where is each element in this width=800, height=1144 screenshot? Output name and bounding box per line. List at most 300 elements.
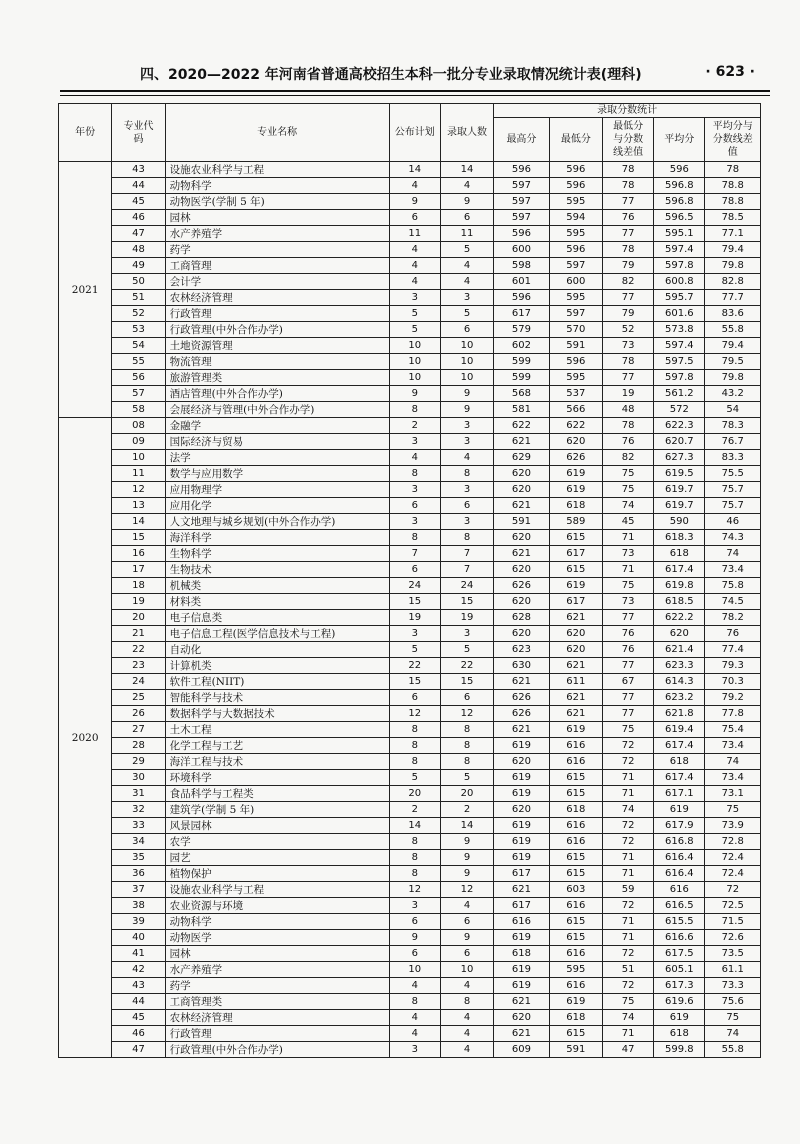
min-cell: 595 (549, 290, 602, 306)
min-diff-cell: 76 (603, 434, 654, 450)
col-avg: 平均分 (654, 118, 705, 162)
col-admitted: 录取人数 (440, 104, 493, 162)
min-diff-cell: 73 (603, 546, 654, 562)
min-diff-cell: 71 (603, 1026, 654, 1042)
admitted-cell: 22 (440, 658, 493, 674)
min-diff-cell: 72 (603, 834, 654, 850)
admitted-cell: 7 (440, 562, 493, 578)
avg-cell: 600.8 (654, 274, 705, 290)
plan-cell: 14 (389, 818, 440, 834)
avg-cell: 596.8 (654, 194, 705, 210)
min-cell: 600 (549, 274, 602, 290)
name-cell: 法学 (165, 450, 389, 466)
admitted-cell: 10 (440, 338, 493, 354)
max-cell: 597 (494, 194, 549, 210)
min-cell: 618 (549, 1010, 602, 1026)
name-cell: 软件工程(NIIT) (165, 674, 389, 690)
page-number: · 623 · (705, 64, 755, 80)
min-diff-cell: 47 (603, 1042, 654, 1058)
admitted-cell: 10 (440, 962, 493, 978)
code-cell: 48 (112, 242, 165, 258)
code-cell: 11 (112, 466, 165, 482)
avg-diff-cell: 74.3 (705, 530, 761, 546)
code-cell: 56 (112, 370, 165, 386)
code-cell: 47 (112, 1042, 165, 1058)
code-cell: 29 (112, 754, 165, 770)
name-cell: 园林 (165, 210, 389, 226)
max-cell: 620 (494, 1010, 549, 1026)
min-cell: 620 (549, 642, 602, 658)
max-cell: 598 (494, 258, 549, 274)
admitted-cell: 6 (440, 946, 493, 962)
admitted-cell: 14 (440, 162, 493, 178)
name-cell: 风景园林 (165, 818, 389, 834)
avg-diff-cell: 75.5 (705, 466, 761, 482)
code-cell: 09 (112, 434, 165, 450)
code-cell: 52 (112, 306, 165, 322)
avg-cell: 590 (654, 514, 705, 530)
admitted-cell: 10 (440, 354, 493, 370)
plan-cell: 11 (389, 226, 440, 242)
max-cell: 628 (494, 610, 549, 626)
max-cell: 596 (494, 226, 549, 242)
min-cell: 621 (549, 706, 602, 722)
min-diff-cell: 45 (603, 514, 654, 530)
avg-cell: 619.5 (654, 466, 705, 482)
plan-cell: 3 (389, 626, 440, 642)
table-row (59, 866, 761, 882)
min-cell: 597 (549, 306, 602, 322)
plan-cell: 4 (389, 258, 440, 274)
plan-cell: 22 (389, 658, 440, 674)
avg-cell: 623.2 (654, 690, 705, 706)
avg-cell: 622.2 (654, 610, 705, 626)
admission-stats-table (58, 103, 761, 1058)
avg-cell: 617.9 (654, 818, 705, 834)
avg-diff-cell: 72.6 (705, 930, 761, 946)
min-diff-cell: 74 (603, 802, 654, 818)
min-diff-cell: 76 (603, 626, 654, 642)
min-cell: 596 (549, 162, 602, 178)
admitted-cell: 10 (440, 370, 493, 386)
table-row (59, 978, 761, 994)
plan-cell: 19 (389, 610, 440, 626)
avg-diff-cell: 73.1 (705, 786, 761, 802)
table-row (59, 882, 761, 898)
table-row (59, 210, 761, 226)
table-row (59, 354, 761, 370)
admitted-cell: 6 (440, 914, 493, 930)
max-cell: 600 (494, 242, 549, 258)
plan-cell: 3 (389, 290, 440, 306)
avg-diff-cell: 83.3 (705, 450, 761, 466)
table-row (59, 914, 761, 930)
avg-diff-cell: 78.2 (705, 610, 761, 626)
min-cell: 566 (549, 402, 602, 418)
avg-diff-cell: 78.8 (705, 178, 761, 194)
min-cell: 595 (549, 370, 602, 386)
admitted-cell: 6 (440, 210, 493, 226)
admitted-cell: 6 (440, 690, 493, 706)
min-diff-cell: 77 (603, 658, 654, 674)
avg-diff-cell: 70.3 (705, 674, 761, 690)
max-cell: 599 (494, 370, 549, 386)
avg-diff-cell: 75 (705, 1010, 761, 1026)
name-cell: 行政管理(中外合作办学) (165, 322, 389, 338)
plan-cell: 8 (389, 722, 440, 738)
name-cell: 数学与应用数学 (165, 466, 389, 482)
table-row (59, 1010, 761, 1026)
table-row (59, 226, 761, 242)
plan-cell: 3 (389, 898, 440, 914)
admitted-cell: 8 (440, 994, 493, 1010)
min-cell: 591 (549, 338, 602, 354)
admitted-cell: 8 (440, 530, 493, 546)
min-cell: 594 (549, 210, 602, 226)
avg-cell: 616.5 (654, 898, 705, 914)
plan-cell: 8 (389, 866, 440, 882)
name-cell: 国际经济与贸易 (165, 434, 389, 450)
admitted-cell: 20 (440, 786, 493, 802)
table-row (59, 962, 761, 978)
avg-diff-cell: 77.7 (705, 290, 761, 306)
table-row (59, 1042, 761, 1058)
code-cell: 49 (112, 258, 165, 274)
avg-diff-cell: 73.9 (705, 818, 761, 834)
name-cell: 计算机类 (165, 658, 389, 674)
table-row (59, 930, 761, 946)
table-row (59, 482, 761, 498)
plan-cell: 15 (389, 594, 440, 610)
plan-cell: 6 (389, 690, 440, 706)
table-row (59, 386, 761, 402)
plan-cell: 6 (389, 498, 440, 514)
max-cell: 619 (494, 978, 549, 994)
avg-cell: 605.1 (654, 962, 705, 978)
max-cell: 619 (494, 770, 549, 786)
admitted-cell: 8 (440, 722, 493, 738)
max-cell: 621 (494, 674, 549, 690)
plan-cell: 5 (389, 642, 440, 658)
min-cell: 615 (549, 866, 602, 882)
admitted-cell: 5 (440, 642, 493, 658)
max-cell: 621 (494, 882, 549, 898)
code-cell: 31 (112, 786, 165, 802)
avg-cell: 616.6 (654, 930, 705, 946)
max-cell: 619 (494, 786, 549, 802)
avg-cell: 617.4 (654, 770, 705, 786)
code-cell: 44 (112, 178, 165, 194)
admitted-cell: 5 (440, 242, 493, 258)
table-row (59, 530, 761, 546)
min-cell: 619 (549, 722, 602, 738)
admitted-cell: 9 (440, 194, 493, 210)
name-cell: 物流管理 (165, 354, 389, 370)
min-diff-cell: 78 (603, 162, 654, 178)
plan-cell: 9 (389, 386, 440, 402)
max-cell: 597 (494, 178, 549, 194)
min-diff-cell: 78 (603, 354, 654, 370)
min-diff-cell: 82 (603, 450, 654, 466)
avg-cell: 597.8 (654, 370, 705, 386)
min-diff-cell: 75 (603, 722, 654, 738)
avg-cell: 596 (654, 162, 705, 178)
admitted-cell: 8 (440, 738, 493, 754)
name-cell: 行政管理 (165, 306, 389, 322)
min-cell: 617 (549, 546, 602, 562)
avg-diff-cell: 75 (705, 802, 761, 818)
code-cell: 27 (112, 722, 165, 738)
plan-cell: 7 (389, 546, 440, 562)
min-cell: 616 (549, 898, 602, 914)
code-cell: 51 (112, 290, 165, 306)
min-diff-cell: 72 (603, 898, 654, 914)
min-cell: 595 (549, 226, 602, 242)
name-cell: 园林 (165, 946, 389, 962)
name-cell: 设施农业科学与工程 (165, 162, 389, 178)
name-cell: 应用物理学 (165, 482, 389, 498)
min-diff-cell: 77 (603, 194, 654, 210)
code-cell: 18 (112, 578, 165, 594)
code-cell: 14 (112, 514, 165, 530)
min-diff-cell: 71 (603, 562, 654, 578)
name-cell: 自动化 (165, 642, 389, 658)
avg-cell: 617.1 (654, 786, 705, 802)
avg-diff-cell: 75.7 (705, 482, 761, 498)
plan-cell: 2 (389, 418, 440, 434)
code-cell: 23 (112, 658, 165, 674)
code-cell: 22 (112, 642, 165, 658)
admitted-cell: 9 (440, 850, 493, 866)
code-cell: 26 (112, 706, 165, 722)
code-cell: 40 (112, 930, 165, 946)
avg-diff-cell: 76.7 (705, 434, 761, 450)
min-diff-cell: 75 (603, 466, 654, 482)
avg-diff-cell: 79.4 (705, 242, 761, 258)
table-row (59, 194, 761, 210)
min-diff-cell: 19 (603, 386, 654, 402)
table-row (59, 450, 761, 466)
min-diff-cell: 79 (603, 306, 654, 322)
table-row (59, 402, 761, 418)
min-diff-cell: 77 (603, 370, 654, 386)
plan-cell: 10 (389, 354, 440, 370)
table-row (59, 786, 761, 802)
code-cell: 21 (112, 626, 165, 642)
admitted-cell: 4 (440, 1042, 493, 1058)
min-cell: 595 (549, 962, 602, 978)
table-header (59, 104, 761, 162)
plan-cell: 8 (389, 850, 440, 866)
min-diff-cell: 77 (603, 690, 654, 706)
avg-cell: 599.8 (654, 1042, 705, 1058)
name-cell: 动物医学(学制 5 年) (165, 194, 389, 210)
plan-cell: 3 (389, 434, 440, 450)
max-cell: 629 (494, 450, 549, 466)
table-row (59, 162, 761, 178)
name-cell: 农业资源与环境 (165, 898, 389, 914)
min-diff-cell: 77 (603, 226, 654, 242)
max-cell: 619 (494, 834, 549, 850)
table-body (59, 162, 761, 1058)
avg-cell: 616.8 (654, 834, 705, 850)
code-cell: 37 (112, 882, 165, 898)
table-row (59, 1026, 761, 1042)
avg-cell: 620.7 (654, 434, 705, 450)
code-cell: 43 (112, 162, 165, 178)
admitted-cell: 4 (440, 1010, 493, 1026)
name-cell: 海洋工程与技术 (165, 754, 389, 770)
min-cell: 621 (549, 610, 602, 626)
admitted-cell: 9 (440, 402, 493, 418)
min-diff-cell: 48 (603, 402, 654, 418)
avg-diff-cell: 75.6 (705, 994, 761, 1010)
avg-diff-cell: 77.8 (705, 706, 761, 722)
max-cell: 623 (494, 642, 549, 658)
min-cell: 615 (549, 914, 602, 930)
avg-cell: 619.7 (654, 498, 705, 514)
avg-cell: 622.3 (654, 418, 705, 434)
admitted-cell: 5 (440, 306, 493, 322)
name-cell: 环境科学 (165, 770, 389, 786)
max-cell: 621 (494, 434, 549, 450)
plan-cell: 4 (389, 1010, 440, 1026)
avg-diff-cell: 79.5 (705, 354, 761, 370)
name-cell: 生物科学 (165, 546, 389, 562)
plan-cell: 3 (389, 1042, 440, 1058)
admitted-cell: 6 (440, 498, 493, 514)
avg-diff-cell: 78 (705, 162, 761, 178)
plan-cell: 8 (389, 402, 440, 418)
max-cell: 620 (494, 530, 549, 546)
min-cell: 611 (549, 674, 602, 690)
min-cell: 596 (549, 178, 602, 194)
min-diff-cell: 72 (603, 818, 654, 834)
admitted-cell: 3 (440, 482, 493, 498)
max-cell: 599 (494, 354, 549, 370)
min-cell: 616 (549, 978, 602, 994)
min-cell: 597 (549, 258, 602, 274)
avg-diff-cell: 46 (705, 514, 761, 530)
name-cell: 药学 (165, 242, 389, 258)
avg-diff-cell: 78.3 (705, 418, 761, 434)
code-cell: 16 (112, 546, 165, 562)
code-cell: 46 (112, 210, 165, 226)
avg-diff-cell: 74 (705, 1026, 761, 1042)
max-cell: 621 (494, 1026, 549, 1042)
plan-cell: 8 (389, 834, 440, 850)
name-cell: 机械类 (165, 578, 389, 594)
table-row (59, 770, 761, 786)
avg-diff-cell: 72.8 (705, 834, 761, 850)
min-diff-cell: 71 (603, 850, 654, 866)
code-cell: 15 (112, 530, 165, 546)
table-row (59, 850, 761, 866)
name-cell: 电子信息工程(医学信息技术与工程) (165, 626, 389, 642)
max-cell: 620 (494, 466, 549, 482)
name-cell: 旅游管理类 (165, 370, 389, 386)
min-cell: 615 (549, 770, 602, 786)
code-cell: 42 (112, 962, 165, 978)
avg-diff-cell: 72.4 (705, 850, 761, 866)
code-cell: 44 (112, 994, 165, 1010)
max-cell: 620 (494, 594, 549, 610)
min-diff-cell: 75 (603, 994, 654, 1010)
plan-cell: 12 (389, 706, 440, 722)
year-cell: 2021 (59, 162, 112, 418)
plan-cell: 24 (389, 578, 440, 594)
code-cell: 32 (112, 802, 165, 818)
min-cell: 596 (549, 242, 602, 258)
min-diff-cell: 71 (603, 786, 654, 802)
avg-diff-cell: 43.2 (705, 386, 761, 402)
plan-cell: 5 (389, 770, 440, 786)
admitted-cell: 15 (440, 674, 493, 690)
avg-diff-cell: 77.1 (705, 226, 761, 242)
header-rule-thin (60, 95, 770, 96)
name-cell: 人文地理与城乡规划(中外合作办学) (165, 514, 389, 530)
table-row (59, 514, 761, 530)
max-cell: 620 (494, 626, 549, 642)
table-row (59, 418, 761, 434)
avg-diff-cell: 79.3 (705, 658, 761, 674)
plan-cell: 20 (389, 786, 440, 802)
avg-cell: 597.8 (654, 258, 705, 274)
min-diff-cell: 79 (603, 258, 654, 274)
plan-cell: 4 (389, 242, 440, 258)
min-diff-cell: 78 (603, 178, 654, 194)
min-diff-cell: 71 (603, 866, 654, 882)
plan-cell: 8 (389, 754, 440, 770)
name-cell: 土木工程 (165, 722, 389, 738)
avg-diff-cell: 77.4 (705, 642, 761, 658)
max-cell: 619 (494, 930, 549, 946)
name-cell: 智能科学与技术 (165, 690, 389, 706)
min-cell: 617 (549, 594, 602, 610)
table-row (59, 706, 761, 722)
avg-cell: 597.4 (654, 338, 705, 354)
code-cell: 13 (112, 498, 165, 514)
min-cell: 616 (549, 754, 602, 770)
avg-cell: 618 (654, 1026, 705, 1042)
avg-cell: 627.3 (654, 450, 705, 466)
min-diff-cell: 71 (603, 530, 654, 546)
table-row (59, 594, 761, 610)
code-cell: 46 (112, 1026, 165, 1042)
name-cell: 土地资源管理 (165, 338, 389, 354)
name-cell: 金融学 (165, 418, 389, 434)
min-cell: 616 (549, 818, 602, 834)
plan-cell: 15 (389, 674, 440, 690)
max-cell: 620 (494, 754, 549, 770)
avg-cell: 595.7 (654, 290, 705, 306)
name-cell: 农学 (165, 834, 389, 850)
admitted-cell: 8 (440, 754, 493, 770)
avg-diff-cell: 74 (705, 754, 761, 770)
admitted-cell: 2 (440, 802, 493, 818)
avg-diff-cell: 82.8 (705, 274, 761, 290)
max-cell: 618 (494, 946, 549, 962)
plan-cell: 3 (389, 482, 440, 498)
avg-cell: 615.5 (654, 914, 705, 930)
admitted-cell: 24 (440, 578, 493, 594)
admitted-cell: 3 (440, 434, 493, 450)
avg-diff-cell: 73.4 (705, 770, 761, 786)
min-diff-cell: 71 (603, 914, 654, 930)
code-cell: 57 (112, 386, 165, 402)
code-cell: 53 (112, 322, 165, 338)
avg-diff-cell: 73.4 (705, 738, 761, 754)
